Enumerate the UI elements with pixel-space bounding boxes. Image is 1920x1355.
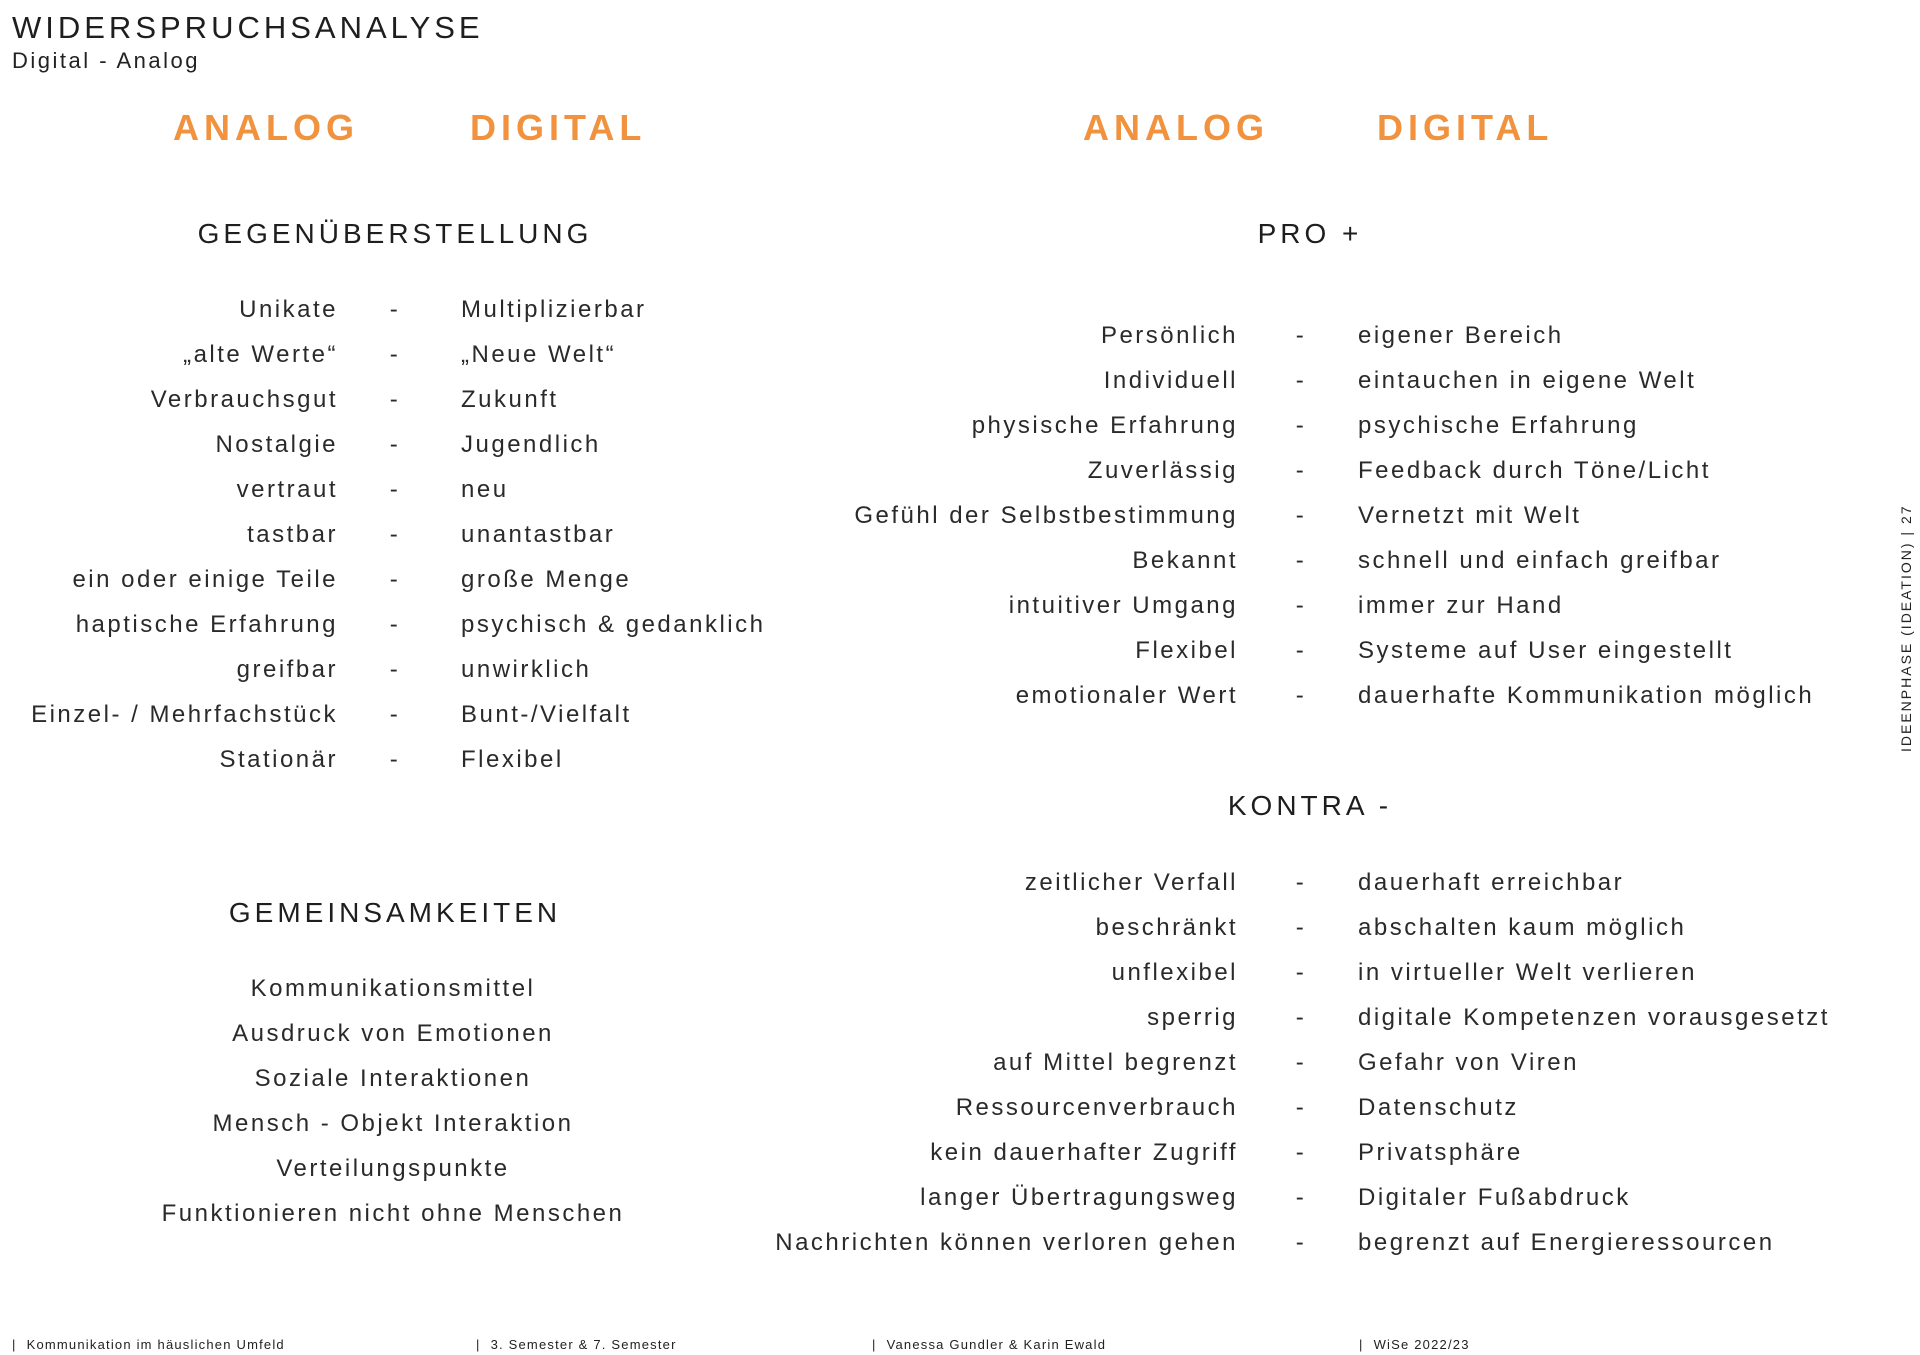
analog-cell: Persönlich <box>1100 322 1238 349</box>
table-row <box>0 592 1900 637</box>
commonalities-title: GEMEINSAMKEITEN <box>228 897 562 928</box>
separator-dash: - <box>389 296 401 323</box>
table-row <box>0 1139 1900 1184</box>
list-item: Soziale Interaktionen <box>254 1065 532 1092</box>
analog-cell: physische Erfahrung <box>971 412 1238 439</box>
table-row <box>0 1094 1900 1139</box>
digital-cell: Flexibel <box>461 746 564 773</box>
analog-cell: auf Mittel begrenzt <box>993 1049 1238 1076</box>
separator-dash: - <box>1295 322 1307 349</box>
table-row <box>0 457 1900 502</box>
analog-cell: Gefühl der Selbstbestimmung <box>854 502 1238 529</box>
separator-dash: - <box>1295 1094 1307 1121</box>
analog-cell: Zuverlässig <box>1087 457 1238 484</box>
separator-dash: - <box>1295 457 1307 484</box>
digital-cell: eigener Bereich <box>1358 322 1564 349</box>
footer-text: 3. Semester & 7. Semester <box>490 1337 677 1352</box>
analog-cell: Bekannt <box>1132 547 1238 574</box>
list-item: Mensch - Objekt Interaktion <box>212 1110 574 1137</box>
analog-cell: emotionaler Wert <box>1015 682 1238 709</box>
analog-cell: haptische Erfahrung <box>75 611 338 638</box>
digital-cell: unantastbar <box>461 521 616 548</box>
analog-cell: vertraut <box>236 476 338 503</box>
analog-cell: langer Übertragungsweg <box>920 1184 1238 1211</box>
analog-cell: Nostalgie <box>215 431 338 458</box>
separator-dash: - <box>1295 1139 1307 1166</box>
digital-cell: psychisch & gedanklich <box>461 611 766 638</box>
digital-cell: Digitaler Fußabdruck <box>1358 1184 1631 1211</box>
digital-cell: schnell und einfach greifbar <box>1358 547 1722 574</box>
table-row <box>0 1184 1900 1229</box>
separator-dash: - <box>389 476 401 503</box>
separator-dash: - <box>1295 959 1307 986</box>
footer-item-term <box>1359 1337 1470 1352</box>
separator-dash: - <box>389 611 401 638</box>
digital-cell: Gefahr von Viren <box>1358 1049 1579 1076</box>
footer-separator: | <box>1359 1337 1364 1352</box>
separator-dash: - <box>1295 502 1307 529</box>
table-row <box>0 367 1900 412</box>
digital-cell: neu <box>461 476 509 503</box>
table-row <box>0 322 1900 367</box>
pro-list <box>0 322 1900 727</box>
digital-cell: Datenschutz <box>1358 1094 1519 1121</box>
table-row <box>0 869 1900 914</box>
table-row <box>0 1229 1900 1274</box>
table-row <box>0 637 1900 682</box>
analog-cell: unflexibel <box>1111 959 1238 986</box>
analog-cell: greifbar <box>236 656 338 683</box>
digital-cell: Privatsphäre <box>1358 1139 1523 1166</box>
contra-list <box>0 869 1900 1274</box>
separator-dash: - <box>1295 367 1307 394</box>
digital-cell: Multiplizierbar <box>461 296 647 323</box>
table-row <box>0 547 1900 592</box>
footer-separator: | <box>476 1337 481 1352</box>
digital-cell: Vernetzt mit Welt <box>1358 502 1582 529</box>
digital-cell: dauerhaft erreichbar <box>1358 869 1625 896</box>
analog-cell: Verbrauchsgut <box>150 386 338 413</box>
footer-text: WiSe 2022/23 <box>1373 1337 1470 1352</box>
table-row <box>0 1004 1900 1049</box>
footer-item-course <box>12 1337 285 1352</box>
table-row <box>0 682 1900 727</box>
digital-cell: „Neue Welt“ <box>461 341 617 368</box>
separator-dash: - <box>1295 412 1307 439</box>
left-col-digital-heading: DIGITAL <box>470 107 647 148</box>
table-row <box>0 1049 1900 1094</box>
list-item: Kommunikationsmittel <box>250 975 536 1002</box>
list-item: Ausdruck von Emotionen <box>232 1020 554 1047</box>
digital-cell: immer zur Hand <box>1358 592 1564 619</box>
digital-cell: eintauchen in eigene Welt <box>1358 367 1697 394</box>
separator-dash: - <box>1295 682 1307 709</box>
separator-dash: - <box>389 701 401 728</box>
analog-cell: Stationär <box>219 746 338 773</box>
pro-title: PRO + <box>1257 218 1363 249</box>
separator-dash: - <box>389 656 401 683</box>
table-row <box>0 502 1900 547</box>
footer-separator: | <box>872 1337 877 1352</box>
digital-cell: Bunt-/Vielfalt <box>461 701 632 728</box>
separator-dash: - <box>389 521 401 548</box>
separator-dash: - <box>389 746 401 773</box>
analog-cell: intuitiver Umgang <box>1008 592 1238 619</box>
separator-dash: - <box>389 431 401 458</box>
digital-cell: Zukunft <box>461 386 559 413</box>
analog-cell: „alte Werte“ <box>183 341 338 368</box>
analog-cell: tastbar <box>247 521 338 548</box>
table-row <box>0 746 800 791</box>
digital-cell: Feedback durch Töne/Licht <box>1358 457 1711 484</box>
analog-cell: Unikate <box>239 296 338 323</box>
separator-dash: - <box>389 341 401 368</box>
digital-cell: Systeme auf User eingestellt <box>1358 637 1734 664</box>
analog-cell: Ressourcenverbrauch <box>955 1094 1238 1121</box>
separator-dash: - <box>1295 1049 1307 1076</box>
digital-cell: begrenzt auf Energieressourcen <box>1358 1229 1775 1256</box>
side-label-text: IDEENPHASE (IDEATION) | 27 <box>1898 504 1914 752</box>
digital-cell: große Menge <box>461 566 632 593</box>
left-col-analog-heading: ANALOG <box>173 107 359 148</box>
digital-cell: abschalten kaum möglich <box>1358 914 1687 941</box>
separator-dash: - <box>1295 547 1307 574</box>
digital-cell: Jugendlich <box>461 431 601 458</box>
table-row <box>0 412 1900 457</box>
digital-cell: in virtueller Welt verlieren <box>1358 959 1697 986</box>
separator-dash: - <box>1295 1229 1307 1256</box>
footer-text: Kommunikation im häuslichen Umfeld <box>26 1337 285 1352</box>
separator-dash: - <box>389 566 401 593</box>
digital-cell: psychische Erfahrung <box>1358 412 1639 439</box>
footer-item-semester <box>476 1337 677 1352</box>
analog-cell: zeitlicher Verfall <box>1024 869 1238 896</box>
analog-cell: Flexibel <box>1135 637 1238 664</box>
separator-dash: - <box>1295 592 1307 619</box>
analog-cell: beschränkt <box>1095 914 1238 941</box>
analog-cell: Einzel- / Mehrfachstück <box>31 701 338 728</box>
contra-title: KONTRA - <box>1227 790 1393 821</box>
analog-cell: kein dauerhafter Zugriff <box>930 1139 1238 1166</box>
separator-dash: - <box>1295 914 1307 941</box>
separator-dash: - <box>389 386 401 413</box>
list-item: Verteilungspunkte <box>276 1155 510 1182</box>
analog-cell: Nachrichten können verloren gehen <box>775 1229 1238 1256</box>
separator-dash: - <box>1295 637 1307 664</box>
page-title: WIDERSPRUCHSANALYSE <box>12 10 484 45</box>
footer-separator: | <box>12 1337 17 1352</box>
analog-cell: ein oder einige Teile <box>72 566 338 593</box>
footer-item-authors <box>872 1337 1106 1352</box>
right-col-analog-heading: ANALOG <box>1083 107 1269 148</box>
right-col-digital-heading: DIGITAL <box>1377 107 1554 148</box>
footer-text: Vanessa Gundler & Karin Ewald <box>886 1337 1107 1352</box>
separator-dash: - <box>1295 1184 1307 1211</box>
table-row <box>0 914 1900 959</box>
analog-cell: sperrig <box>1147 1004 1238 1031</box>
analog-cell: Individuell <box>1103 367 1238 394</box>
separator-dash: - <box>1295 1004 1307 1031</box>
list-item: Funktionieren nicht ohne Menschen <box>161 1200 625 1227</box>
digital-cell: dauerhafte Kommunikation möglich <box>1358 682 1815 709</box>
comparison-title: GEGENÜBERSTELLUNG <box>197 218 593 249</box>
digital-cell: unwirklich <box>461 656 592 683</box>
separator-dash: - <box>1295 869 1307 896</box>
table-row <box>0 959 1900 1004</box>
digital-cell: digitale Kompetenzen vorausgesetzt <box>1358 1004 1830 1031</box>
page-subtitle: Digital - Analog <box>12 48 200 73</box>
